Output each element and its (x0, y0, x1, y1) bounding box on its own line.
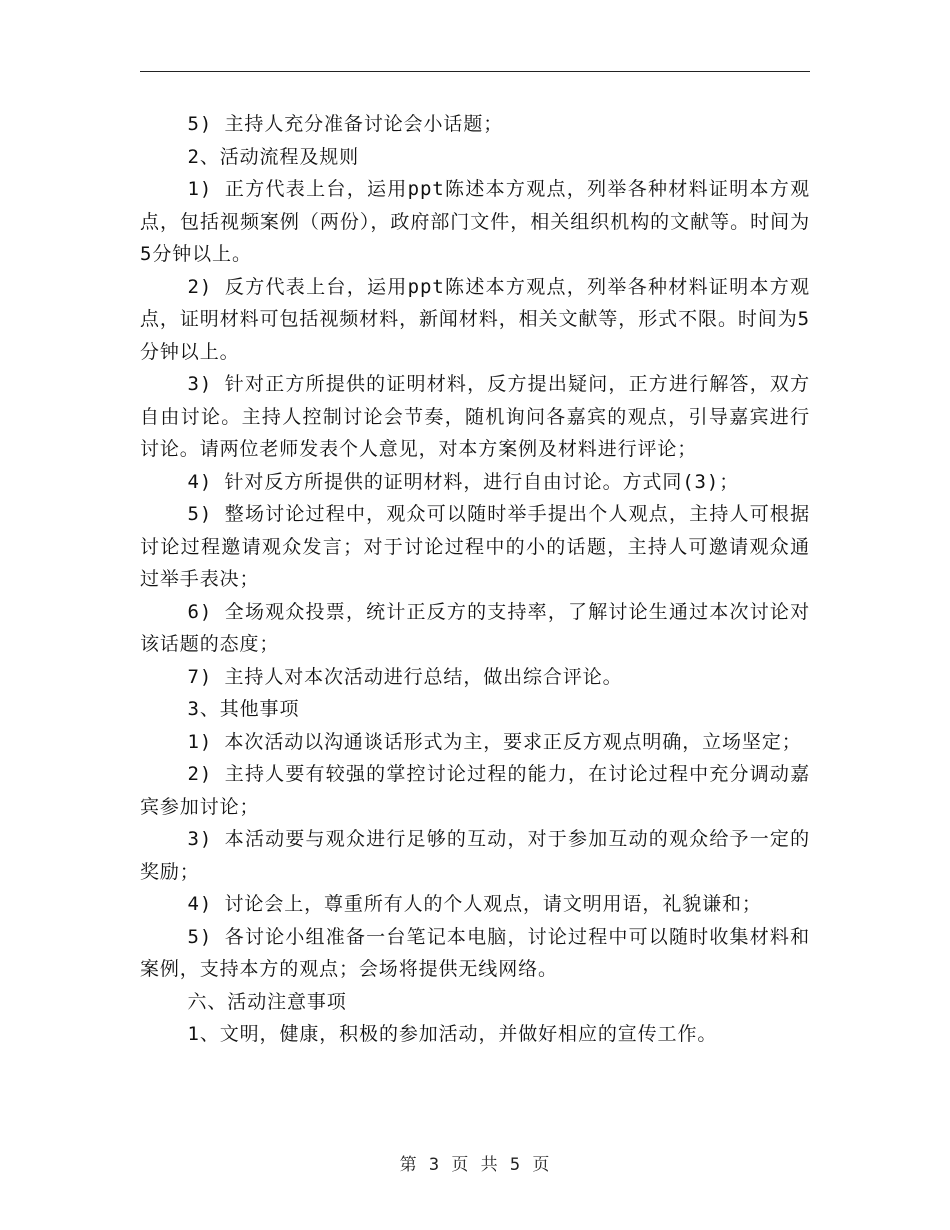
paragraph: 5) 各讨论小组准备一台笔记本电脑，讨论过程中可以随时收集材料和案例，支持本方的观点；会场将提供无线网络。 (140, 925, 810, 980)
paragraph: 2) 反方代表上台，运用ppt陈述本方观点，列举各种材料证明本方观点，证明材料可包括视频材料，新闻材料，相关文献等，形式不限。时间为5分钟以上。 (140, 275, 810, 363)
paragraph: 1) 正方代表上台，运用ppt陈述本方观点，列举各种材料证明本方观点，包括视频案例（两份），政府部门文件，相关组织机构的文献等。时间为5分钟以上。 (140, 178, 810, 265)
paragraph: 2) 主持人要有较强的掌控讨论过程的能力，在讨论过程中充分调动嘉宾参加讨论； (140, 763, 810, 818)
paragraph: 3) 本活动要与观众进行足够的互动，对于参加互动的观众给予一定的奖励； (140, 828, 810, 883)
paragraph: 4) 针对反方所提供的证明材料，进行自由讨论。方式同(3)； (187, 470, 740, 493)
paragraph: 7) 主持人对本次活动进行总结，做出综合评论。 (187, 665, 623, 688)
paragraph: 5) 主持人充分准备讨论会小话题； (187, 113, 504, 135)
section-heading: 六、活动注意事项 (187, 990, 347, 1013)
paragraph: 5) 整场讨论过程中，观众可以随时举手提出个人观点，主持人可根据讨论过程邀请观众发言；对于讨论过程中的小的话题，主持人可邀请观众通过举手表决； (140, 503, 810, 590)
paragraph: 3) 针对正方所提供的证明材料，反方提出疑问，正方进行解答，双方自由讨论。主持人控制讨论会节奏，随机询问各嘉宾的观点，引导嘉宾进行讨论。请两位老师发表个人意见，对本方案例及材料进行评论； (140, 373, 810, 460)
section-heading: 3、其他事项 (187, 698, 300, 720)
paragraph: 1、文明，健康，积极的参加活动，并做好相应的宣传工作。 (187, 1023, 718, 1045)
paragraph: 6) 全场观众投票，统计正反方的支持率，了解讨论生通过本次讨论对该话题的态度； (140, 600, 810, 655)
document-body (140, 108, 810, 1051)
page-number-footer: 第 3 页 共 5 页 (399, 1155, 551, 1175)
paragraph: 4) 讨论会上，尊重所有人的个人观点，请文明用语，礼貌谦和； (187, 893, 762, 915)
paragraph: 1) 本次活动以沟通谈话形式为主，要求正反方观点明确，立场坚定； (187, 730, 802, 753)
header-rule (140, 71, 810, 72)
section-heading: 2、活动流程及规则 (187, 145, 360, 168)
